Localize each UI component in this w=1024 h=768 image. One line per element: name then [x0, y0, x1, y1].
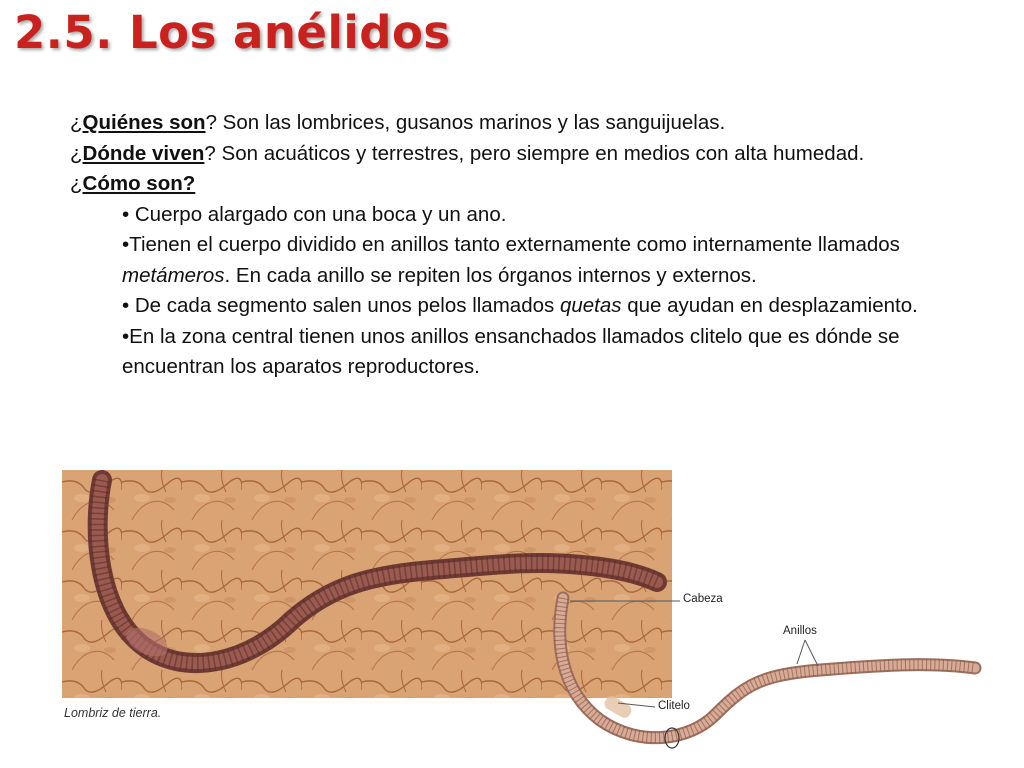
bullet-quetas	[122, 291, 992, 322]
rings-leader-line	[805, 640, 818, 666]
label-clitellum: Clitelo	[658, 700, 690, 712]
bullet-body-shape: • Cuerpo alargado con una boca y un ano.	[122, 202, 507, 226]
bullet-metameres	[122, 230, 992, 291]
question-where	[70, 139, 1000, 170]
answer-who: ? Son las lombrices, gusanos marinos y las sanguijuelas.	[205, 111, 726, 134]
photo-caption: Lombriz de tierra.	[64, 706, 162, 720]
clitellum-leader-line	[618, 703, 655, 707]
term-how: Cómo son?	[82, 172, 196, 195]
slide-title: 2.5. Los anélidos	[14, 6, 451, 59]
bullet-text: • De cada segmento salen unos pelos llamados	[122, 294, 560, 317]
question-mark: ¿	[70, 141, 83, 165]
answer-where: ? Son acuáticos y terrestres, pero siempre en medios con alta humedad.	[204, 141, 865, 165]
earthworm-photo	[62, 470, 672, 698]
term-quetas: quetas	[559, 294, 622, 317]
term-where: Dónde viven	[82, 141, 205, 165]
bullet-text: que ayudan en desplazamiento.	[621, 294, 918, 317]
bullet-clitelo: •En la zona central tienen unos anillos ensanchados llamados clitelo que es dónde se encuentran los aparatos reproductores.	[122, 324, 900, 378]
term-who: Quiénes son	[82, 111, 206, 134]
term-metameros: metámeros	[122, 263, 225, 287]
bullet-text: •Tienen el cuerpo dividido en anillos tanto externamente como internamente llamados	[122, 233, 900, 256]
question-mark: ¿	[70, 111, 83, 134]
question-how	[70, 169, 1000, 200]
label-head: Cabeza	[683, 593, 723, 605]
clitellum-marker	[665, 728, 679, 748]
label-rings: Anillos	[783, 625, 817, 637]
rings-leader-line	[797, 640, 805, 664]
earthworm-photo-illustration	[62, 470, 672, 698]
slide-body	[70, 108, 1000, 383]
question-mark: ¿	[70, 172, 83, 195]
bullet-text: . En cada anillo se repiten los órganos internos y externos.	[224, 263, 757, 287]
question-who	[70, 108, 1000, 139]
